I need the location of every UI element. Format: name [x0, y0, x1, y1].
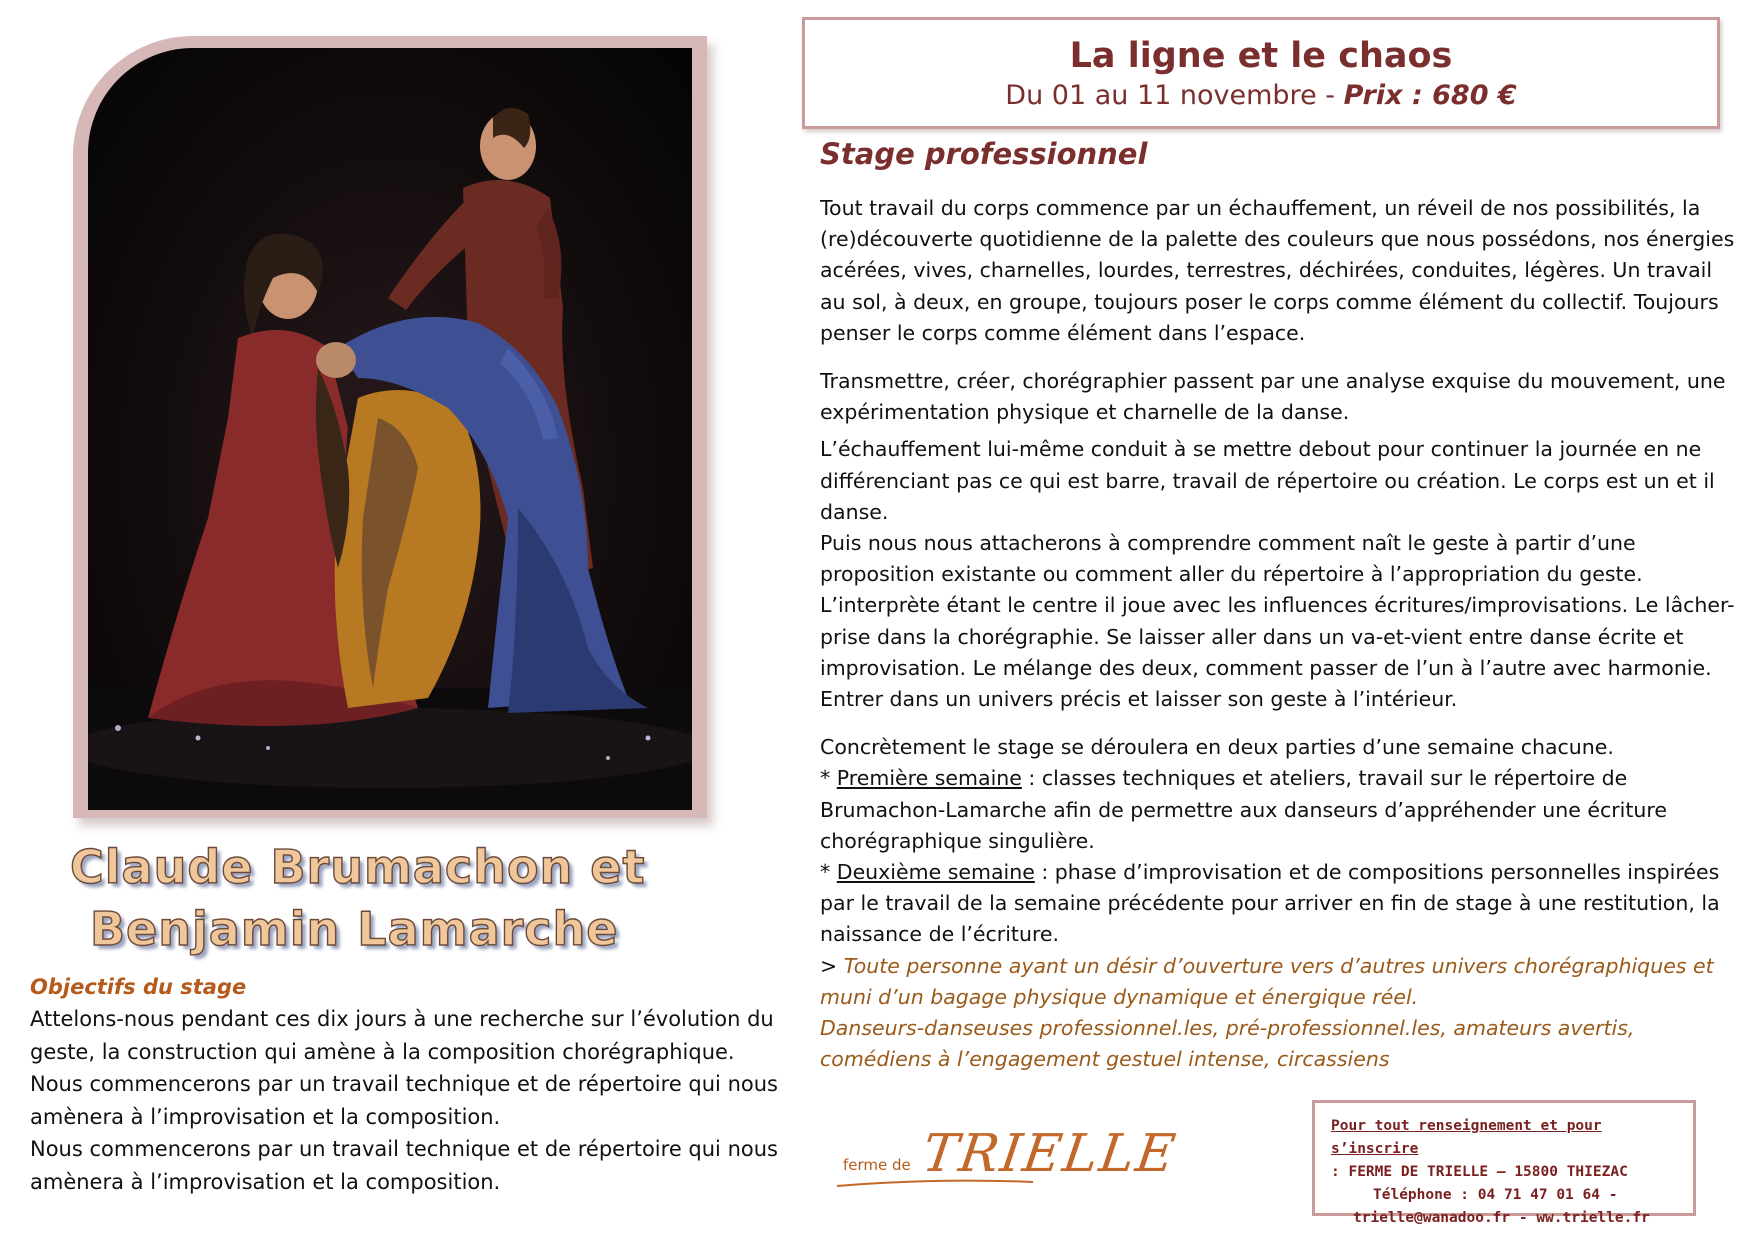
content-paragraph: Concrètement le stage se déroulera en deux parties d’une semaine chacune. — [820, 735, 1614, 760]
objectives-body — [30, 1003, 790, 1198]
objectives-title: Objectifs du stage — [30, 975, 247, 999]
logo-prefix: ferme de — [843, 1156, 911, 1174]
content-paragraph: Transmettre, créer, chorégraphier passent par une analyse exquise du mouvement, une expérimentation physique et charnelle de la danse. — [820, 369, 1726, 425]
content-paragraph: Puis nous nous attacherons à comprendre comment naît le geste à partir d’une proposition existante ou comment aller du répertoire à l’appropriation du geste. — [820, 531, 1643, 587]
week-1-label: Première semaine — [836, 766, 1022, 791]
content-paragraph: Tout travail du corps commence par un échauffement, un réveil de nos possibilités, la (re)découverte quotidienne de la palette des couleurs que nous possédons, nos énergies acérées, vives, charnelles, lourdes, terrestres, déchirées, conduites, légères. Un travail au sol, à deux, en groupe, toujours poser le corps comme élément du collectif. Toujours penser le corps comme élément dans l’espace. — [820, 196, 1735, 345]
main-content — [820, 193, 1740, 1075]
objectives-paragraph: Nous commencerons par un travail technique et de répertoire qui nous amènera à l’improvisation et la composition. — [30, 1137, 778, 1194]
week-1-text: : classes techniques et ateliers, travail sur le répertoire de Brumachon-Lamarche afin de permettre aux danseurs d’appréhender une écriture chorégraphique singulière. — [820, 766, 1667, 853]
logo-name: TRIELLE — [918, 1124, 1181, 1184]
poster-dates — [805, 80, 1717, 111]
artist-line-1: Claude Brumachon et — [70, 840, 646, 894]
dance-photo — [88, 48, 692, 810]
audience-arrow: > — [820, 953, 844, 978]
contact-box — [1312, 1100, 1696, 1226]
dates-text: Du 01 au 11 novembre - — [1005, 80, 1344, 111]
artists-heading — [60, 836, 700, 960]
contact-web: trielle@wanadoo.fr - ww.trielle.fr — [1353, 1210, 1650, 1226]
week-2-text: : phase d’improvisation et de compositions personnelles inspirées par le travail de la semaine précédente pour arriver en fin de stage à une restitution, la naissance de l’écriture. — [820, 860, 1720, 947]
contact-heading: Pour tout renseignement et pour s’inscrire — [1331, 1118, 1602, 1157]
title-box — [802, 17, 1720, 129]
audience-text-1: Toute personne ayant un désir d’ouverture vers d’autres univers chorégraphiques et muni d’un bagage physique dynamique et énergique réel. — [820, 953, 1714, 1009]
logo-swoosh-icon — [835, 1176, 1035, 1190]
contact-phone: Téléphone : 04 71 47 01 64 - — [1373, 1187, 1618, 1203]
audience-text-2: Danseurs-danseuses professionnel.les, pré-professionnel.les, amateurs avertis, comédiens à l’engagement gestuel intense, circassiens — [820, 1016, 1635, 1072]
trielle-logo — [835, 1118, 1181, 1198]
objectives-paragraph: Nous commencerons par un travail technique et de répertoire qui nous amènera à l’improvisation et la composition. — [30, 1072, 778, 1129]
content-paragraph: L’échauffement lui-même conduit à se mettre debout pour continuer la journée en ne différenciant pas ce qui est barre, travail de répertoire ou création. Le corps est un et il danse. — [820, 437, 1715, 524]
week-2-item: * Deuxième semaine : phase d’improvisation et de compositions personnelles inspirées par le travail de la semaine précédente pour arriver en fin de stage à une restitution, la naissance de l’écriture. — [820, 860, 1720, 947]
week-1-item: * Première semaine : classes techniques et ateliers, travail sur le répertoire de Brumachon-Lamarche afin de permettre aux danseurs d’appréhender une écriture chorégraphique singulière. — [820, 766, 1667, 853]
price-text: Prix : 680 € — [1343, 80, 1517, 111]
audience-1 — [820, 951, 1740, 1013]
stage-type: Stage professionnel — [820, 137, 1148, 171]
poster-title: La ligne et le chaos — [1069, 36, 1453, 76]
objectives-paragraph: Attelons-nous pendant ces dix jours à une recherche sur l’évolution du geste, la construction qui amène à la composition chorégraphique. — [30, 1007, 774, 1064]
contact-address: : FERME DE TRIELLE – 15800 THIEZAC — [1331, 1164, 1628, 1180]
artist-line-2: Benjamin Lamarche — [90, 902, 619, 956]
content-paragraph: L’interprète étant le centre il joue avec les influences écritures/improvisations. Le lâcher-prise dans la chorégraphie. Se laisser aller dans un va-et-vient entre danse écrite et improvisation. Le mélange des deux, comment passer de l’un à l’autre avec harmonie. Entrer dans un univers précis et laisser son geste à l’intérieur. — [820, 593, 1735, 712]
week-2-label: Deuxième semaine — [836, 860, 1035, 885]
